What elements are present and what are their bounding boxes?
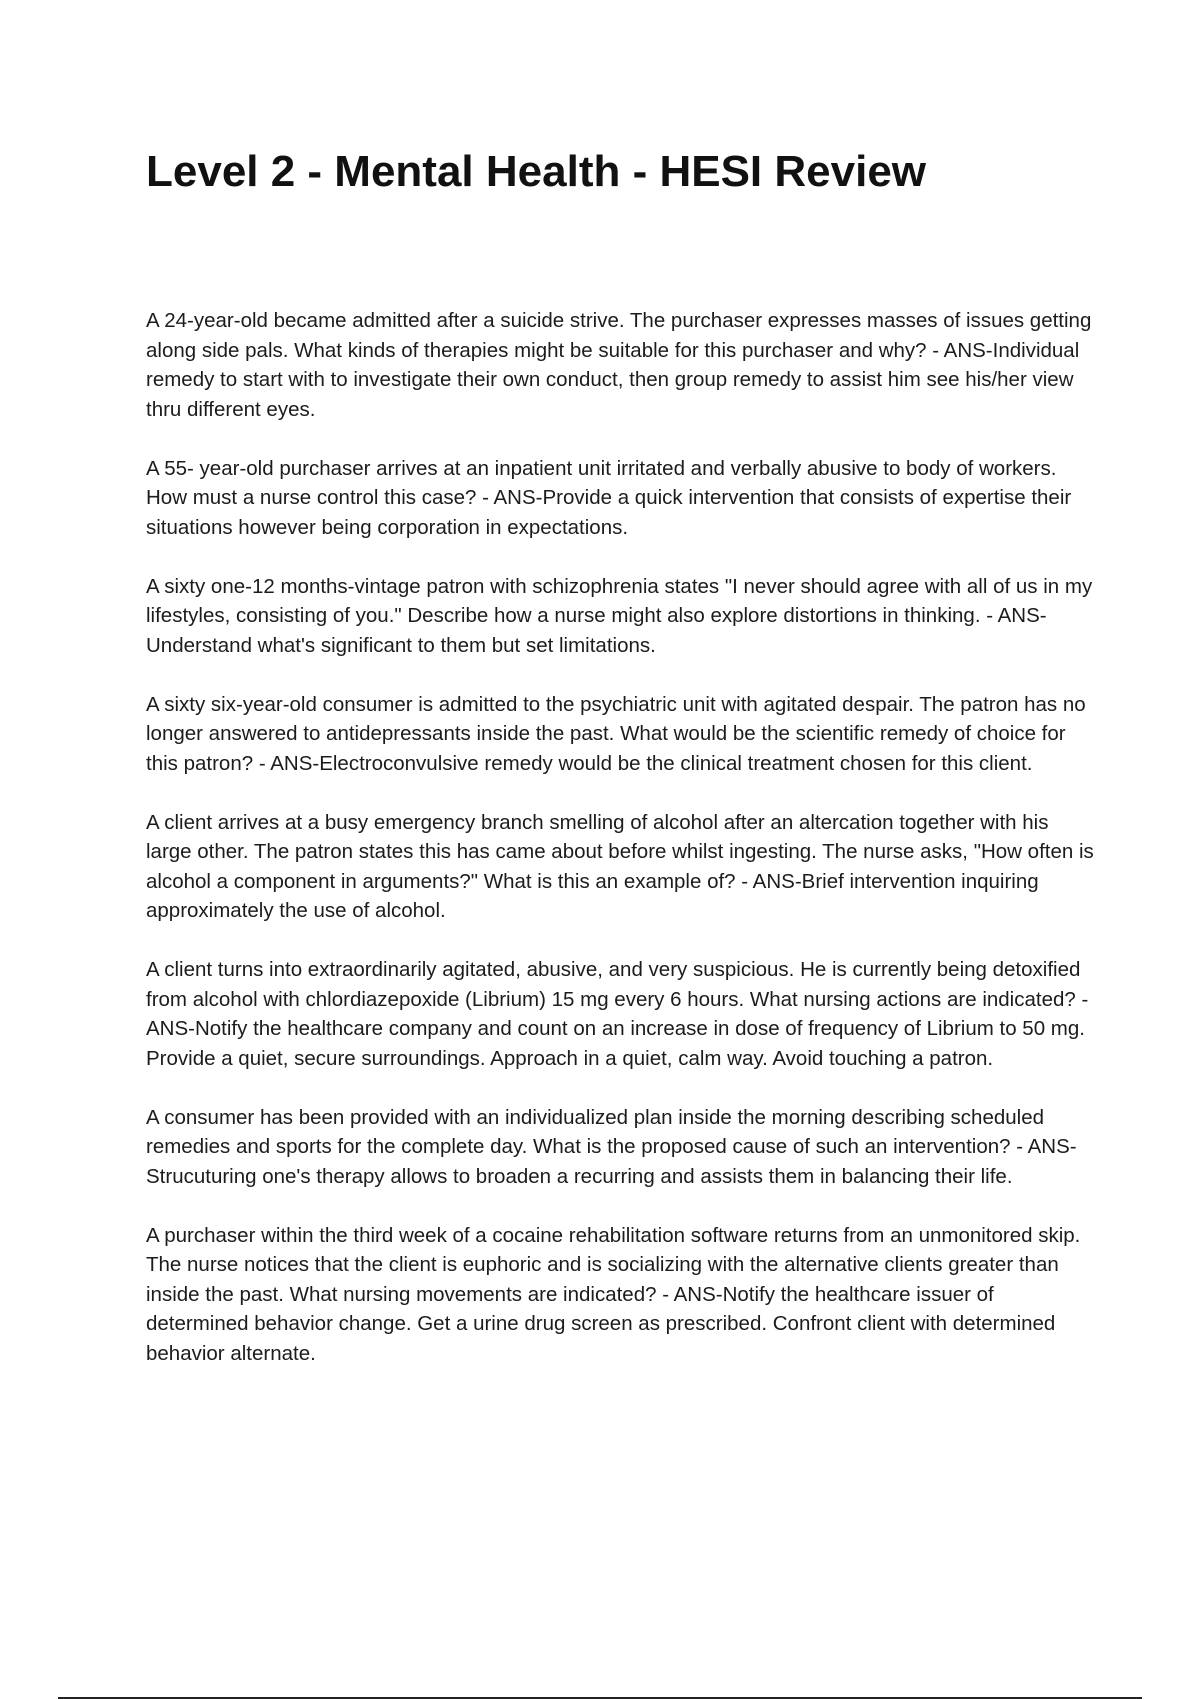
page-title: Level 2 - Mental Health - HESI Review xyxy=(146,147,927,196)
qa-item-7: A consumer has been provided with an individualized plan inside the morning describing scheduled remedies and sports for the complete day. What is the proposed cause of such an intervention? - ANS-Strucuturing one's therapy allows to broaden a recurring and assists them in balancing their life. xyxy=(146,1105,1077,1188)
qa-item-1: A 24-year-old became admitted after a suicide strive. The purchaser expresses masses of issues getting along side pals. What kinds of therapies might be suitable for this purchaser and why? - ANS-Individual remedy to start with to investigate their own conduct, then group remedy to assist him see his/her view thru different eyes. xyxy=(146,309,1092,421)
qa-item-8: A purchaser within the third week of a cocaine rehabilitation software returns from an unmonitored skip. The nurse notices that the client is euphoric and is socializing with the alternative clients greater than inside the past. What nursing movements are indicated? - ANS-Notify the healthcare issuer of determined behavior change. Get a urine drug screen as prescribed. Confront client with determined behavior alternate. xyxy=(146,1223,1081,1365)
qa-item-3: A sixty one-12 months-vintage patron with schizophrenia states "I never should agree with all of us in my lifestyles, consisting of you." Describe how a nurse might also explore distortions in thinking. - ANS-Understand what's significant to them but set limitations. xyxy=(146,574,1093,657)
qa-item-6: A client turns into extraordinarily agitated, abusive, and very suspicious. He is currently being detoxified from alcohol with chlordiazepoxide (Librium) 15 mg every 6 hours. What nursing actions are indicated? - ANS-Notify the healthcare company and count on an increase in dose of frequency of Librium to 50 mg. Provide a quiet, secure surroundings. Approach in a quiet, calm way. Avoid touching a patron. xyxy=(146,958,1089,1070)
qa-item-2: A 55- year-old purchaser arrives at an inpatient unit irritated and verbally abusive to body of workers. How must a nurse control this case? - ANS-Provide a quick intervention that consists of expertise their situations however being corporation in expectations. xyxy=(146,456,1072,539)
footer-divider xyxy=(58,1697,1142,1699)
qa-item-5: A client arrives at a busy emergency branch smelling of alcohol after an altercation together with his large other. The patron states this has came about before whilst ingesting. The nurse asks, "How often is alcohol a component in arguments?" What is this an example of? - ANS-Brief intervention inquiring approximately the use of alcohol. xyxy=(146,810,1094,922)
qa-item-4: A sixty six-year-old consumer is admitted to the psychiatric unit with agitated despair. The patron has no longer answered to antidepressants inside the past. What would be the scientific remedy of choice for this patron? - ANS-Electroconvulsive remedy would be the clinical treatment chosen for this client. xyxy=(146,692,1086,775)
qa-list xyxy=(146,306,1096,1398)
